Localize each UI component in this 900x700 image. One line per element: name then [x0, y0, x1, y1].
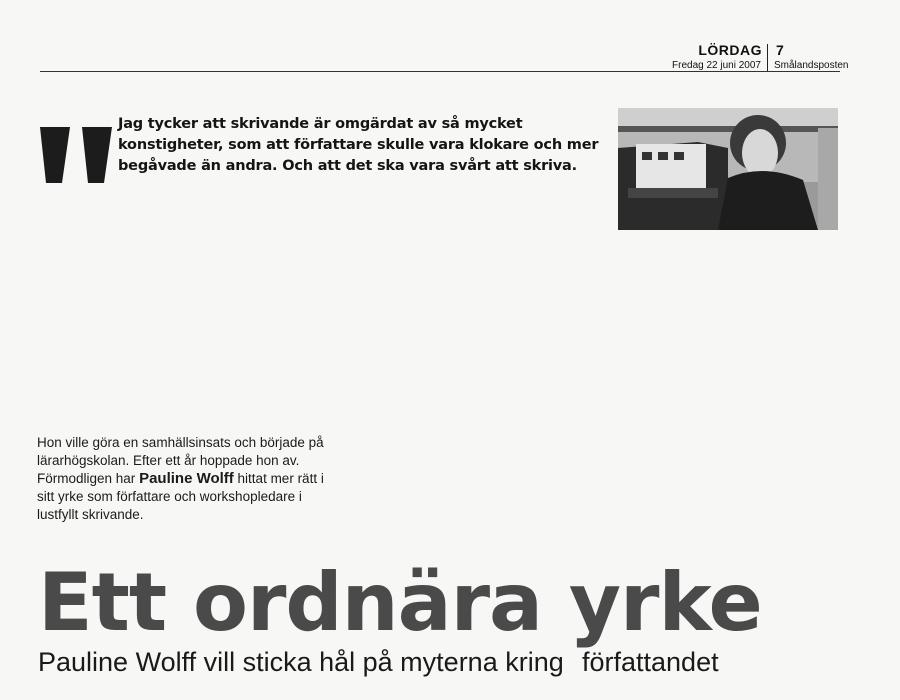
- headline: Ett ordnära yrke: [38, 556, 762, 649]
- subheadline-right: författandet: [582, 647, 719, 677]
- header-divider: [767, 44, 768, 71]
- quote-marks-graphic: [34, 105, 124, 215]
- header-rule: [40, 71, 840, 72]
- intro-text-before: Hon ville göra en samhällsinsats och började på lärarhögskolan. Efter ett år hoppade hon av. Förmodligen har: [37, 435, 324, 486]
- intro-author-name: Pauline Wolff: [139, 470, 234, 487]
- day-label: LÖRDAG: [698, 42, 762, 58]
- pull-quote: Jag tycker att skrivande är omgärdat av så mycket konstigheter, som att författare skulle vara klokare och mer begåvade än andra. Och att det ska vara svårt att skriva.: [118, 116, 599, 174]
- author-photo: [618, 108, 838, 230]
- issue-date: Fredag 22 juni 2007: [672, 60, 761, 71]
- publication-name: Smålandsposten: [774, 60, 849, 71]
- intro-paragraph: [37, 434, 337, 524]
- quote-marks-icon: [34, 88, 124, 198]
- intro-text-after: hittat mer rätt i sitt yrke som författare och workshopledare i lustfyllt skrivande.: [37, 471, 324, 522]
- page-header: [0, 0, 900, 80]
- subheadline-left: Pauline Wolff vill sticka hål på myterna kring: [38, 647, 564, 677]
- page-number: 7: [776, 42, 784, 58]
